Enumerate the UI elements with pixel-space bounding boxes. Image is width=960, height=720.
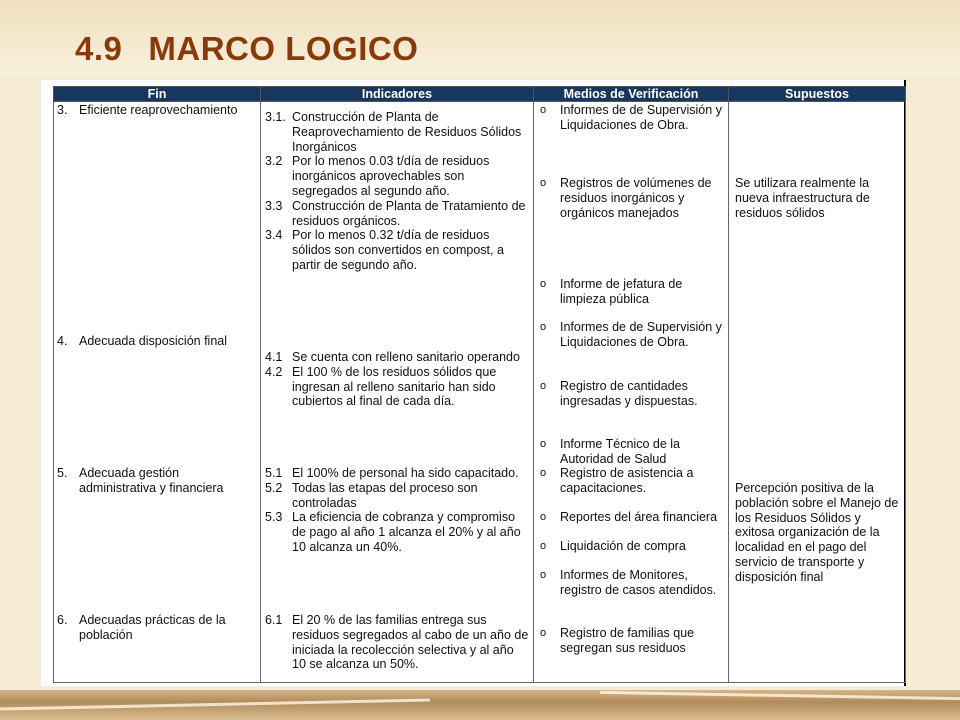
list-item [540, 277, 724, 307]
bullet-icon: o [540, 627, 547, 639]
indicator-item [265, 228, 531, 272]
logframe-table-container [41, 80, 906, 686]
header-fin: Fin [54, 87, 261, 102]
medios-cell [534, 102, 729, 683]
list-item [540, 466, 724, 496]
indicator-number: 3.3 [265, 198, 283, 213]
table-row [54, 102, 906, 683]
indicator-text: La eficiencia de cobranza y compromiso de pago al año 1 alcanza el 20% y al año 10 alcanza un 40%. [292, 510, 521, 554]
indicator-item [265, 613, 531, 672]
indicator-number: 4.2 [265, 364, 283, 379]
fin-number: 3. [57, 103, 68, 117]
list-item [540, 437, 724, 467]
list-item [540, 320, 724, 350]
indicator-group-5 [265, 466, 531, 555]
medio-text: Liquidación de compra [560, 539, 686, 553]
indicator-item [265, 481, 531, 511]
indicator-item [265, 154, 531, 198]
medio-text: Informes de de Supervisión y Liquidaciones de Obra. [560, 320, 722, 349]
medio-text: Reportes del área financiera [560, 510, 718, 524]
medio-text: Registro de asistencia a capacitaciones. [560, 466, 694, 495]
list-item [540, 379, 724, 409]
supuestos-cell [729, 102, 906, 683]
medio-text: Informe Técnico de la Autoridad de Salud [560, 437, 680, 466]
bullet-icon: o [540, 438, 547, 450]
fin-item [57, 334, 255, 349]
medio-text: Registro de familias que segregan sus residuos [560, 626, 695, 655]
indicator-number: 6.1 [265, 613, 283, 627]
fin-item [57, 466, 255, 496]
indicator-group-3 [265, 110, 531, 273]
bullet-icon: o [540, 380, 547, 392]
fin-number: 6. [57, 613, 68, 627]
supuesto-item: Percepción positiva de la población sobre el Manejo de los Residuos Sólidos y exitosa organización de la localidad en el pago del servicio de transporte y disposición final [735, 481, 899, 584]
medio-text: Informe de jefatura de limpieza pública [560, 277, 683, 306]
fin-text: Adecuadas prácticas de la población [79, 613, 226, 642]
indicator-text: Por lo menos 0.32 t/día de residuos sólidos son convertidos en compost, a partir de segundo año. [292, 228, 504, 272]
list-item [540, 510, 724, 525]
bullet-icon: o [540, 540, 547, 552]
medio-text: Registro de cantidades ingresadas y dispuestas. [560, 379, 698, 408]
section-title: MARCO LOGICO [148, 30, 419, 67]
medio-text: Informes de Monitores, registro de casos atendidos. [560, 568, 717, 597]
indicator-text: Construcción de Planta de Tratamiento de residuos orgánicos. [292, 198, 526, 228]
bullet-icon: o [540, 177, 547, 189]
list-item [540, 539, 724, 554]
indicator-text: Todas las etapas del proceso son controladas [292, 480, 478, 510]
indicator-text: Por lo menos 0.03 t/día de residuos inorgánicos aprovechables son segregados al segundo año. [292, 154, 490, 198]
fin-text: Adecuada gestión administrativa y financiera [79, 466, 224, 495]
bullet-icon: o [540, 467, 547, 479]
indicator-group-6 [265, 613, 531, 672]
fin-text: Adecuada disposición final [79, 334, 228, 348]
fin-text: Eficiente reaprovechamiento [79, 103, 238, 117]
indicator-number: 3.4 [265, 228, 283, 243]
list-item [540, 568, 724, 598]
indicator-text: El 100 % de los residuos sólidos que ingresan al relleno sanitario han sido cubiertos al final de cada día. [292, 364, 497, 409]
indicadores-cell [261, 102, 534, 683]
indicator-item [265, 110, 531, 154]
fin-item [57, 103, 255, 118]
fin-cell [54, 102, 261, 683]
bullet-icon: o [540, 569, 547, 581]
table-header-row [54, 87, 906, 102]
medio-text: Registros de volúmenes de residuos inorgánicos y orgánicos manejados [560, 176, 712, 220]
medio-text: Informes de de Supervisión y Liquidaciones de Obra. [560, 103, 722, 132]
bullet-icon: o [540, 104, 547, 116]
fin-number: 4. [57, 334, 68, 348]
bullet-icon: o [540, 278, 547, 290]
indicator-number: 3.1. [265, 110, 286, 124]
slide-title [75, 30, 418, 68]
indicator-item [265, 466, 531, 481]
indicator-number: 5.1 [265, 466, 283, 480]
indicator-number: 5.2 [265, 480, 283, 495]
indicator-item [265, 199, 531, 229]
indicator-number: 5.3 [265, 510, 283, 525]
fin-item [57, 613, 255, 643]
list-item [540, 176, 724, 220]
indicator-number: 3.2 [265, 154, 283, 169]
list-item [540, 103, 724, 133]
indicator-number: 4.1 [265, 350, 283, 364]
indicator-item [265, 350, 531, 365]
indicator-text: El 100% de personal ha sido capacitado. [292, 466, 519, 480]
supuesto-item: Se utilizara realmente la nueva infraestructura de residuos sólidos [735, 176, 870, 220]
indicator-text: Se cuenta con relleno sanitario operando [292, 350, 520, 364]
indicator-item [265, 365, 531, 409]
fin-number: 5. [57, 466, 68, 480]
header-medios: Medios de Verificación [534, 87, 729, 102]
list-item [540, 626, 724, 656]
header-supuestos: Supuestos [729, 87, 906, 102]
indicator-group-4 [265, 350, 531, 409]
indicator-item [265, 510, 531, 554]
indicator-text: Construcción de Planta de Reaprovechamiento de Residuos Sólidos Inorgánicos [292, 110, 522, 154]
section-number: 4.9 [75, 30, 123, 67]
bullet-icon: o [540, 321, 547, 333]
indicator-text: El 20 % de las familias entrega sus residuos segregados al cabo de un año de iniciada la recolección selectiva y al año 10 se alcanza un 50%. [292, 613, 529, 672]
bullet-icon: o [540, 511, 547, 523]
logframe-table [53, 86, 906, 683]
header-indicadores: Indicadores [261, 87, 534, 102]
